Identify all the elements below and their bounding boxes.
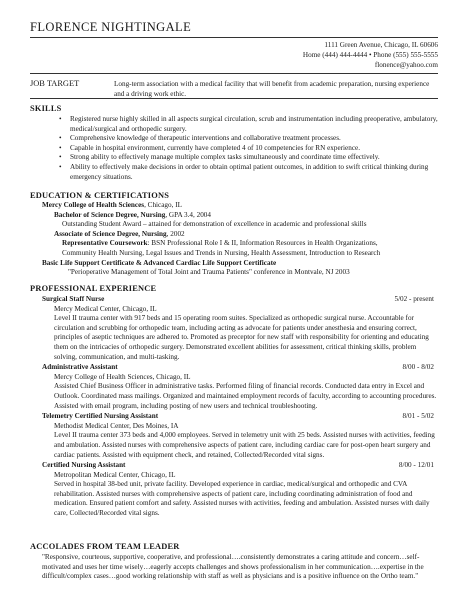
as-degree-line	[42, 230, 438, 240]
email[interactable]: flonence@yahoo.com	[374, 61, 438, 70]
education-heading: EDUCATION & CERTIFICATIONS	[30, 191, 170, 200]
job-description: Served in hospital 38-bed unit, private facility. Developed experience in cardiac, medical/surgical and orthopedic and CVA rehabilitation. Assisted nurses with comprehensive aspects of patient care, including coordinating administration of food and medication. Ensured patient comfort and safety. Assisted nurses with activities, feeding and ambulation. Assisted nurses with daily care, Collected/Recorded vital signs.	[54, 480, 430, 518]
candidate-name: FLORENCE NIGHTINGALE	[30, 20, 192, 34]
experience-section	[30, 283, 438, 519]
conference-line: "Perioperative Management of Total Joint and Trauma Patients" conference in Montvale, NJ 2003	[68, 268, 350, 277]
school-line	[42, 201, 438, 211]
skills-section	[30, 103, 438, 182]
skill-item: • Ability to effectively make decisions in order to obtain optimal patient outcomes, in addition to swift critical thinking during emergency situations.	[70, 163, 438, 182]
certification: Basic Life Support Certificate & Advanced Cardiac Life Support Certificate	[42, 258, 277, 267]
contact-block	[303, 40, 438, 71]
school-name: Mercy College of Health Sciences	[42, 201, 145, 209]
job-header	[42, 461, 438, 471]
job-description: Level II trauma center with 917 beds and 15 operating room suites. Specialized as orthopedic surgical nurse. Accountable for circulation and scrubbing for orthopedic team, including acting as advocate for patients under anesthesia and ensuring correct, principles of aseptic techniques are adhered to. Promoted as preceptor for new staff with responsibility for orienting and educating them on the intricacies of orthopedic surgery. Demonstrated excellent abilities for assessment, critical thinking skills, problem solving, communication, and multi-tasking.	[54, 314, 429, 361]
job-org: Metropolitan Medical Center, Chicago, IL	[54, 470, 176, 479]
job-header	[42, 363, 438, 373]
job-role: Certified Nursing Assistant	[42, 461, 126, 470]
job-entry	[42, 295, 438, 362]
skills-heading: SKILLS	[30, 104, 62, 113]
job-target-text: Long-term association with a medical facility that will benefit from academic preparation, nursing experience and a driving work ethic.	[114, 80, 430, 98]
job-description: Assisted Chief Business Officer in administrative tasks. Performed filing of financial records. Conducted data entry in Excel and Outlook. Coordinated mass mailings. Organized and maintained employment records of faculty, according to accounting procedures. Assisted with email program, including posting of new users and technical troubleshooting.	[54, 382, 437, 410]
coursework-label: Representative Coursework	[62, 239, 148, 248]
skill-item: • Strong ability to effectively manage multiple complex tasks simultaneously and coordinate time effectively.	[70, 153, 438, 163]
address: 1111 Green Avenue, Chicago, IL 60606	[324, 41, 438, 49]
header-rule-bottom	[30, 73, 438, 74]
job-org: Mercy College of Health Sciences, Chicago, IL	[54, 372, 191, 381]
phone-numbers: Home (444) 444-4444 • Phone (555) 555-5555	[302, 51, 438, 60]
job-target-heading: JOB TARGET	[30, 79, 80, 88]
school-location: , Chicago, IL	[144, 201, 182, 209]
skills-list	[30, 115, 438, 182]
as-degree: Associate of Science Degree, Nursing	[54, 229, 167, 238]
education-section	[30, 190, 438, 278]
job-header	[42, 412, 438, 422]
experience-heading: PROFESSIONAL EXPERIENCE	[30, 284, 157, 293]
accolades-quote: "Responsive, courteous, supportive, cooperative, and professional….consistently demonstrates a caring attitude and concern…self-motivated and uses her time wisely…eagerly accepts challenges and shows professionalism in her communication….expertise in the difficult/complex cases…good working relationship with staff as well as physicians and is a positive influence on the Ortho team."	[42, 553, 424, 581]
job-date: 8/01 - 5/02	[402, 412, 434, 421]
coursework-text: : BSN Professional Role I & II, Information Resources in Health Organizations,	[147, 239, 378, 248]
as-year: , 2002	[166, 229, 185, 238]
job-date: 5/02 - present	[394, 295, 434, 303]
job-entry	[42, 412, 438, 460]
job-date: 8/00 - 12/01	[398, 461, 434, 470]
job-header	[42, 295, 438, 305]
skill-item: • Registered nurse highly skilled in all aspects surgical circulation, scrub and instrumentation including preoperative, ambulatory, medical/surgical and orthopedic surgery.	[70, 115, 438, 134]
job-date: 8/00 - 8/02	[402, 363, 434, 372]
job-org: Mercy Medical Center, Chicago, IL	[54, 304, 157, 313]
job-role: Surgical Staff Nurse	[42, 295, 105, 303]
education-details	[42, 201, 438, 278]
bs-degree: Bachelor of Science Degree, Nursing	[54, 210, 166, 219]
coursework-line	[42, 239, 438, 249]
job-entry	[42, 363, 438, 411]
job-target-rule	[30, 98, 438, 99]
job-entry	[42, 461, 438, 519]
coursework-text-cont: Community Health Nursing, Legal Issues and Trends in Nursing, Health Assessment, Introduction to Research	[62, 248, 381, 257]
accolades-heading: ACCOLADES FROM TEAM LEADER	[30, 542, 180, 551]
accolades-section	[30, 541, 438, 582]
skill-item: • Comprehensive knowledge of therapeutic interventions and collaborative treatment processes.	[70, 134, 438, 144]
header-rule-top	[30, 37, 438, 38]
job-role: Administrative Assistant	[42, 363, 118, 372]
certification-line	[42, 259, 438, 269]
skill-item: • Capable in hospital environment, currently have completed 4 of 10 competencies for RN experience.	[70, 144, 438, 154]
bs-gpa: , GPA 3.4, 2004	[165, 210, 211, 219]
bs-award: Outstanding Student Award – attained for demonstration of excellence in academic and professional skills	[62, 220, 367, 229]
job-role: Telemetry Certified Nursing Assistant	[42, 412, 159, 421]
bs-degree-line	[42, 211, 438, 221]
job-description: Level II trauma center 373 beds and 4,000 employees. Served in telemetry unit with 25 beds. Assisted nurses with activities, feeding and ambulation. Assisted nurses with comprehensive aspects of patient care, including cardiac care for post-open heart surgery and cardiac patients. Assisted with equipment check, and retained, Collected/Recorded vital signs.	[54, 431, 435, 459]
job-org: Methodist Medical Center, Des Moines, IA	[54, 421, 179, 430]
